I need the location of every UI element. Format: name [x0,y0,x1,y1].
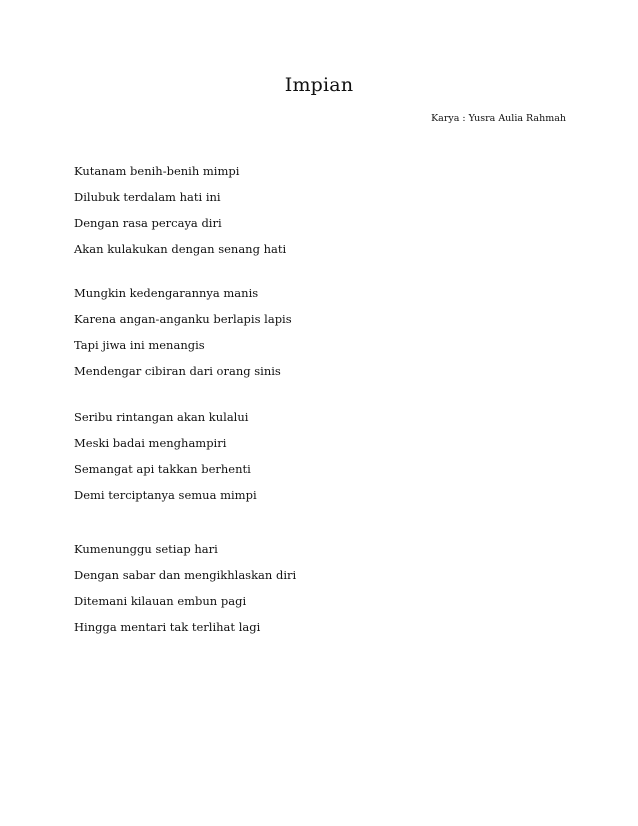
poem-line: Karena angan-anganku berlapis lapis [74,312,292,326]
poem-line: Dengan sabar dan mengikhlaskan diri [74,568,297,582]
poem-line: Tapi jiwa ini menangis [74,338,205,352]
poem-line: Mungkin kedengarannya manis [74,286,259,300]
stanza-1 [74,158,574,262]
poem-line: Meski badai menghampiri [74,436,227,450]
stanza-3 [74,404,574,508]
poem-line: Kumenunggu setiap hari [74,542,218,556]
poem-title: Impian [284,74,354,96]
poem-line: Ditemani kilauan embun pagi [74,594,247,608]
poem-line: Mendengar cibiran dari orang sinis [74,364,281,378]
poem-line: Hingga mentari tak terlihat lagi [74,620,261,634]
poem-line: Demi terciptanya semua mimpi [74,488,257,502]
poem-line: Kutanam benih-benih mimpi [74,164,240,178]
poem-line: Akan kulakukan dengan senang hati [74,242,287,256]
poem-author: Karya : Yusra Aulia Rahmah [431,113,566,124]
stanza-2 [74,280,574,384]
poem-line: Dilubuk terdalam hati ini [74,190,221,204]
stanza-4 [74,536,574,640]
poem-line: Seribu rintangan akan kulalui [74,410,249,424]
poem-line: Semangat api takkan berhenti [74,462,251,476]
poem-line: Dengan rasa percaya diri [74,216,222,230]
